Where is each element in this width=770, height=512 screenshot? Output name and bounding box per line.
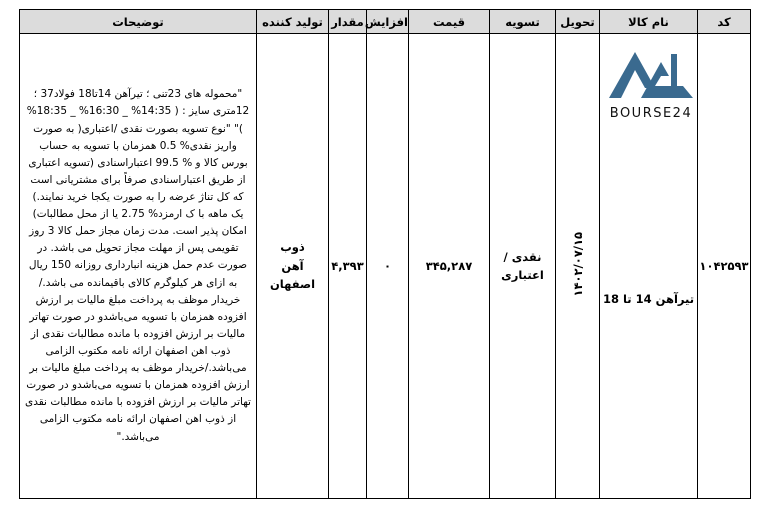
header-description: توضیحات [20, 10, 257, 34]
cell-description: "محموله های 23تنی ؛ تیرآهن 14تا18 فولاد37 ؛ 12متری سایز : ( 14:35% _ 16:30% _ 18:35% )" "نوع تسویه بصورت نقدی /اعتباری( به صورت واریز نقدی% 0.5 همزمان با تسویه به حساب بورس کالا و % 99.5 اعتباراسنادی (تسویه اعتباری از طریق اعتباراسنادی صرفاً برای مشتریانی است که کل تناژ عرضه را به صورت یکجا خرید نمایند.) یک ماهه با ک ارمزد% 2.75 یا از محل مطالبات) امکان پذیر است. مدت زمان مجاز حمل کالا 3 روز تقویمی پس از مهلت مجاز تحویل می باشد. در صورت عدم حمل هزینه انبارداری روزانه 150 ریال به ازای هر کیلوگرم کالای باقیمانده می باشد./خریدار موظف به پرداخت مبلغ مالیات بر ارزش افزوده همزمان با تسویه می‌باشدو در صورت تهاتر مالیات بر ارزش افزوده با مانده مطالبات نقدی از ذوب اهن اصفهان ارائه نامه مکتوب الزامی می‌باشد./خریدار موظف به پرداخت مبلغ مالیات بر ارزش افزوده همزمان با تسویه می‌باشدو در صورت تهاتر مالیات بر ارزش افزوده با مانده مطالبات نقدی از ذوب اهن اصفهان ارائه نامه مکتوب الزامی می‌باشد." [20, 34, 257, 499]
bourse24-logo-text: BOURSE24 [609, 106, 693, 121]
cell-settlement: نقدی / اعتباری [490, 34, 556, 499]
cell-increase: ۰ [367, 34, 409, 499]
header-quantity: مقدار [329, 10, 367, 34]
header-row [20, 10, 751, 34]
cell-code: ۱۰۴۲۵۹۳ [698, 34, 751, 499]
bourse24-logo-icon [605, 48, 697, 100]
bourse24-logo [605, 48, 697, 121]
product-name: تیرآهن 14 تا 18 [602, 292, 695, 306]
header-delivery: تحویل [556, 10, 600, 34]
cell-delivery [556, 34, 600, 499]
header-settlement: تسویه [490, 10, 556, 34]
header-increase: افزایش [367, 10, 409, 34]
cell-producer: ذوب آهن اصفهان [257, 34, 329, 499]
delivery-date: ۱۴۰۲/۰۷/۱۵ [570, 232, 585, 297]
header-producer: تولید کننده [257, 10, 329, 34]
header-code: کد [698, 10, 751, 34]
header-price: قیمت [409, 10, 490, 34]
cell-price: ۳۴۵,۲۸۷ [409, 34, 490, 499]
cell-quantity: ۴,۳۹۳ [329, 34, 367, 499]
header-name: نام کالا [600, 10, 698, 34]
